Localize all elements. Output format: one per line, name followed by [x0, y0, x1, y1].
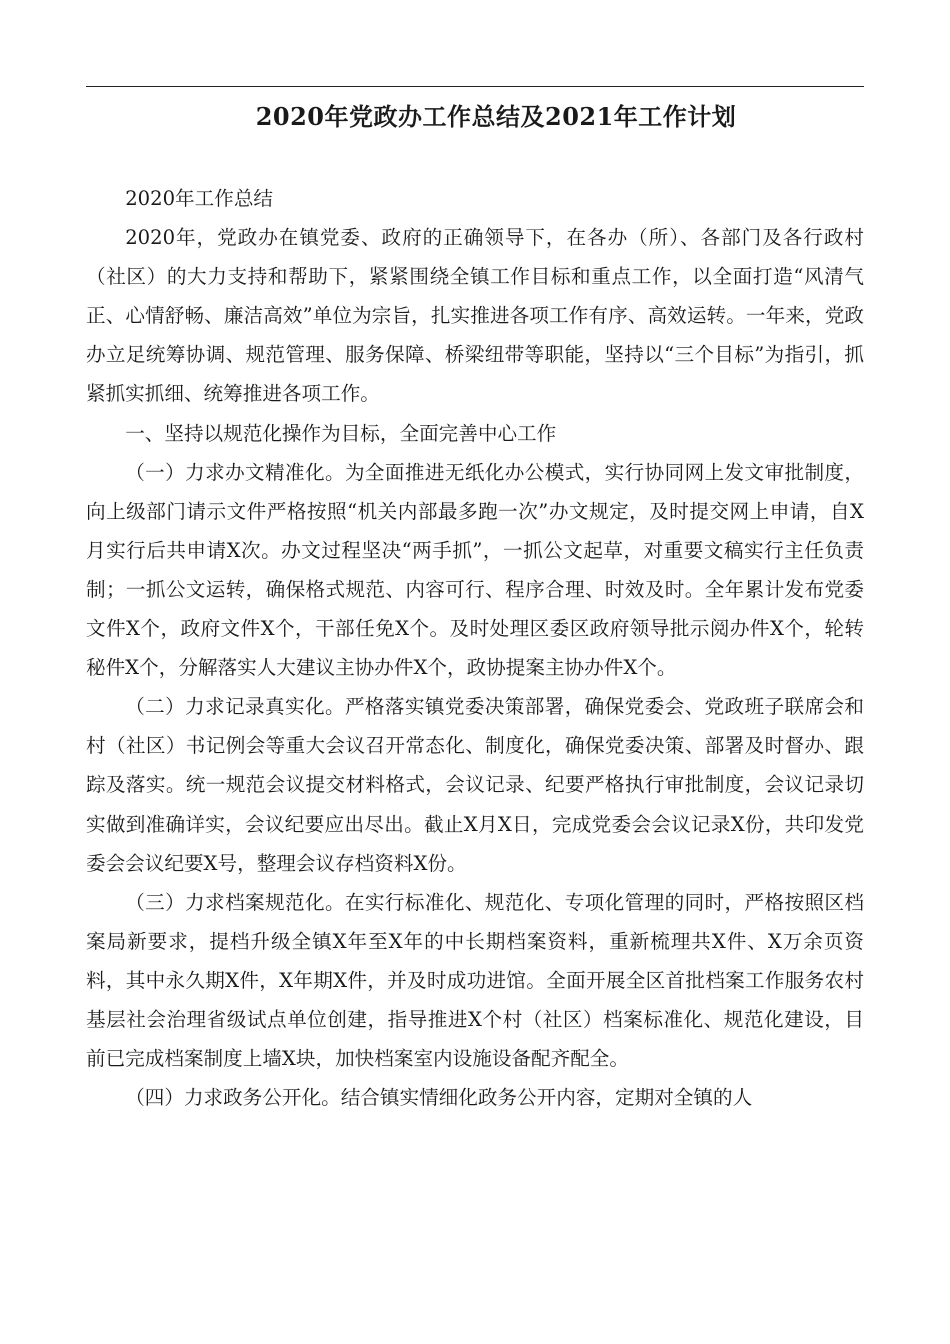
section-heading-summary: 2020年工作总结 — [125, 187, 274, 210]
document-title: 2020年党政办工作总结及2021年工作计划 — [255, 102, 737, 131]
paragraph-item-2: （二）力求记录真实化。严格落实镇党委决策部署，确保党委会、党政班子联席会和村（社区）书记例会等重大会议召开常态化、制度化，确保党委决策、部署及时督办、跟踪及落实。统一规范会议提交材料格式，会议记录、纪要严格执行审批制度，会议记录切实做到准确详实，会议纪要应出尽出。截止X月X日，完成党委会会议记录X份，共印发党委会会议纪要X号，整理会议存档资料X份。 — [86, 695, 864, 875]
paragraph-item-1: （一）力求办文精准化。为全面推进无纸化办公模式，实行协同网上发文审批制度，向上级部门请示文件严格按照“机关内部最多跑一次”办文规定，及时提交网上申请，自X月实行后共申请X次。办文过程坚决“两手抓”，一抓公文起草，对重要文稿实行主任负责制；一抓公文运转，确保格式规范、内容可行、程序合理、时效及时。全年累计发布党委文件X个，政府文件X个，干部任免X个。及时处理区委区政府领导批示阅办件X个，轮转秘件X个，分解落实人大建议主协办件X个，政协提案主协办件X个。 — [86, 460, 864, 680]
paragraph-intro: 2020年，党政办在镇党委、政府的正确领导下，在各办（所）、各部门及各行政村（社区）的大力支持和帮助下，紧紧围绕全镇工作目标和重点工作，以全面打造“风清气正、心情舒畅、廉洁高效”单位为宗旨，扎实推进各项工作有序、高效运转。一年来，党政办立足统筹协调、规范管理、服务保障、桥梁纽带等职能，坚持以“三个目标”为指引，抓紧抓实抓细、统筹推进各项工作。 — [86, 226, 864, 406]
paragraph-item-3: （三）力求档案规范化。在实行标准化、规范化、专项化管理的同时，严格按照区档案局新要求，提档升级全镇X年至X年的中长期档案资料，重新梳理共X件、X万余页资料，其中永久期X件，X年期X件，并及时成功进馆。全面开展全区首批档案工作服务农村基层社会治理省级试点单位创建，指导推进X个村（社区）档案标准化、规范化建设，目前已完成档案制度上墙X块，加快档案室内设施设备配齐配全。 — [86, 890, 864, 1071]
section-heading-one: 一、坚持以规范化操作为目标，全面完善中心工作 — [125, 421, 557, 445]
document-body — [86, 179, 864, 1117]
header-rule — [86, 86, 864, 87]
paragraph-item-4: （四）力求政务公开化。结合镇实情细化政务公开内容，定期对全镇的人 — [125, 1086, 753, 1110]
